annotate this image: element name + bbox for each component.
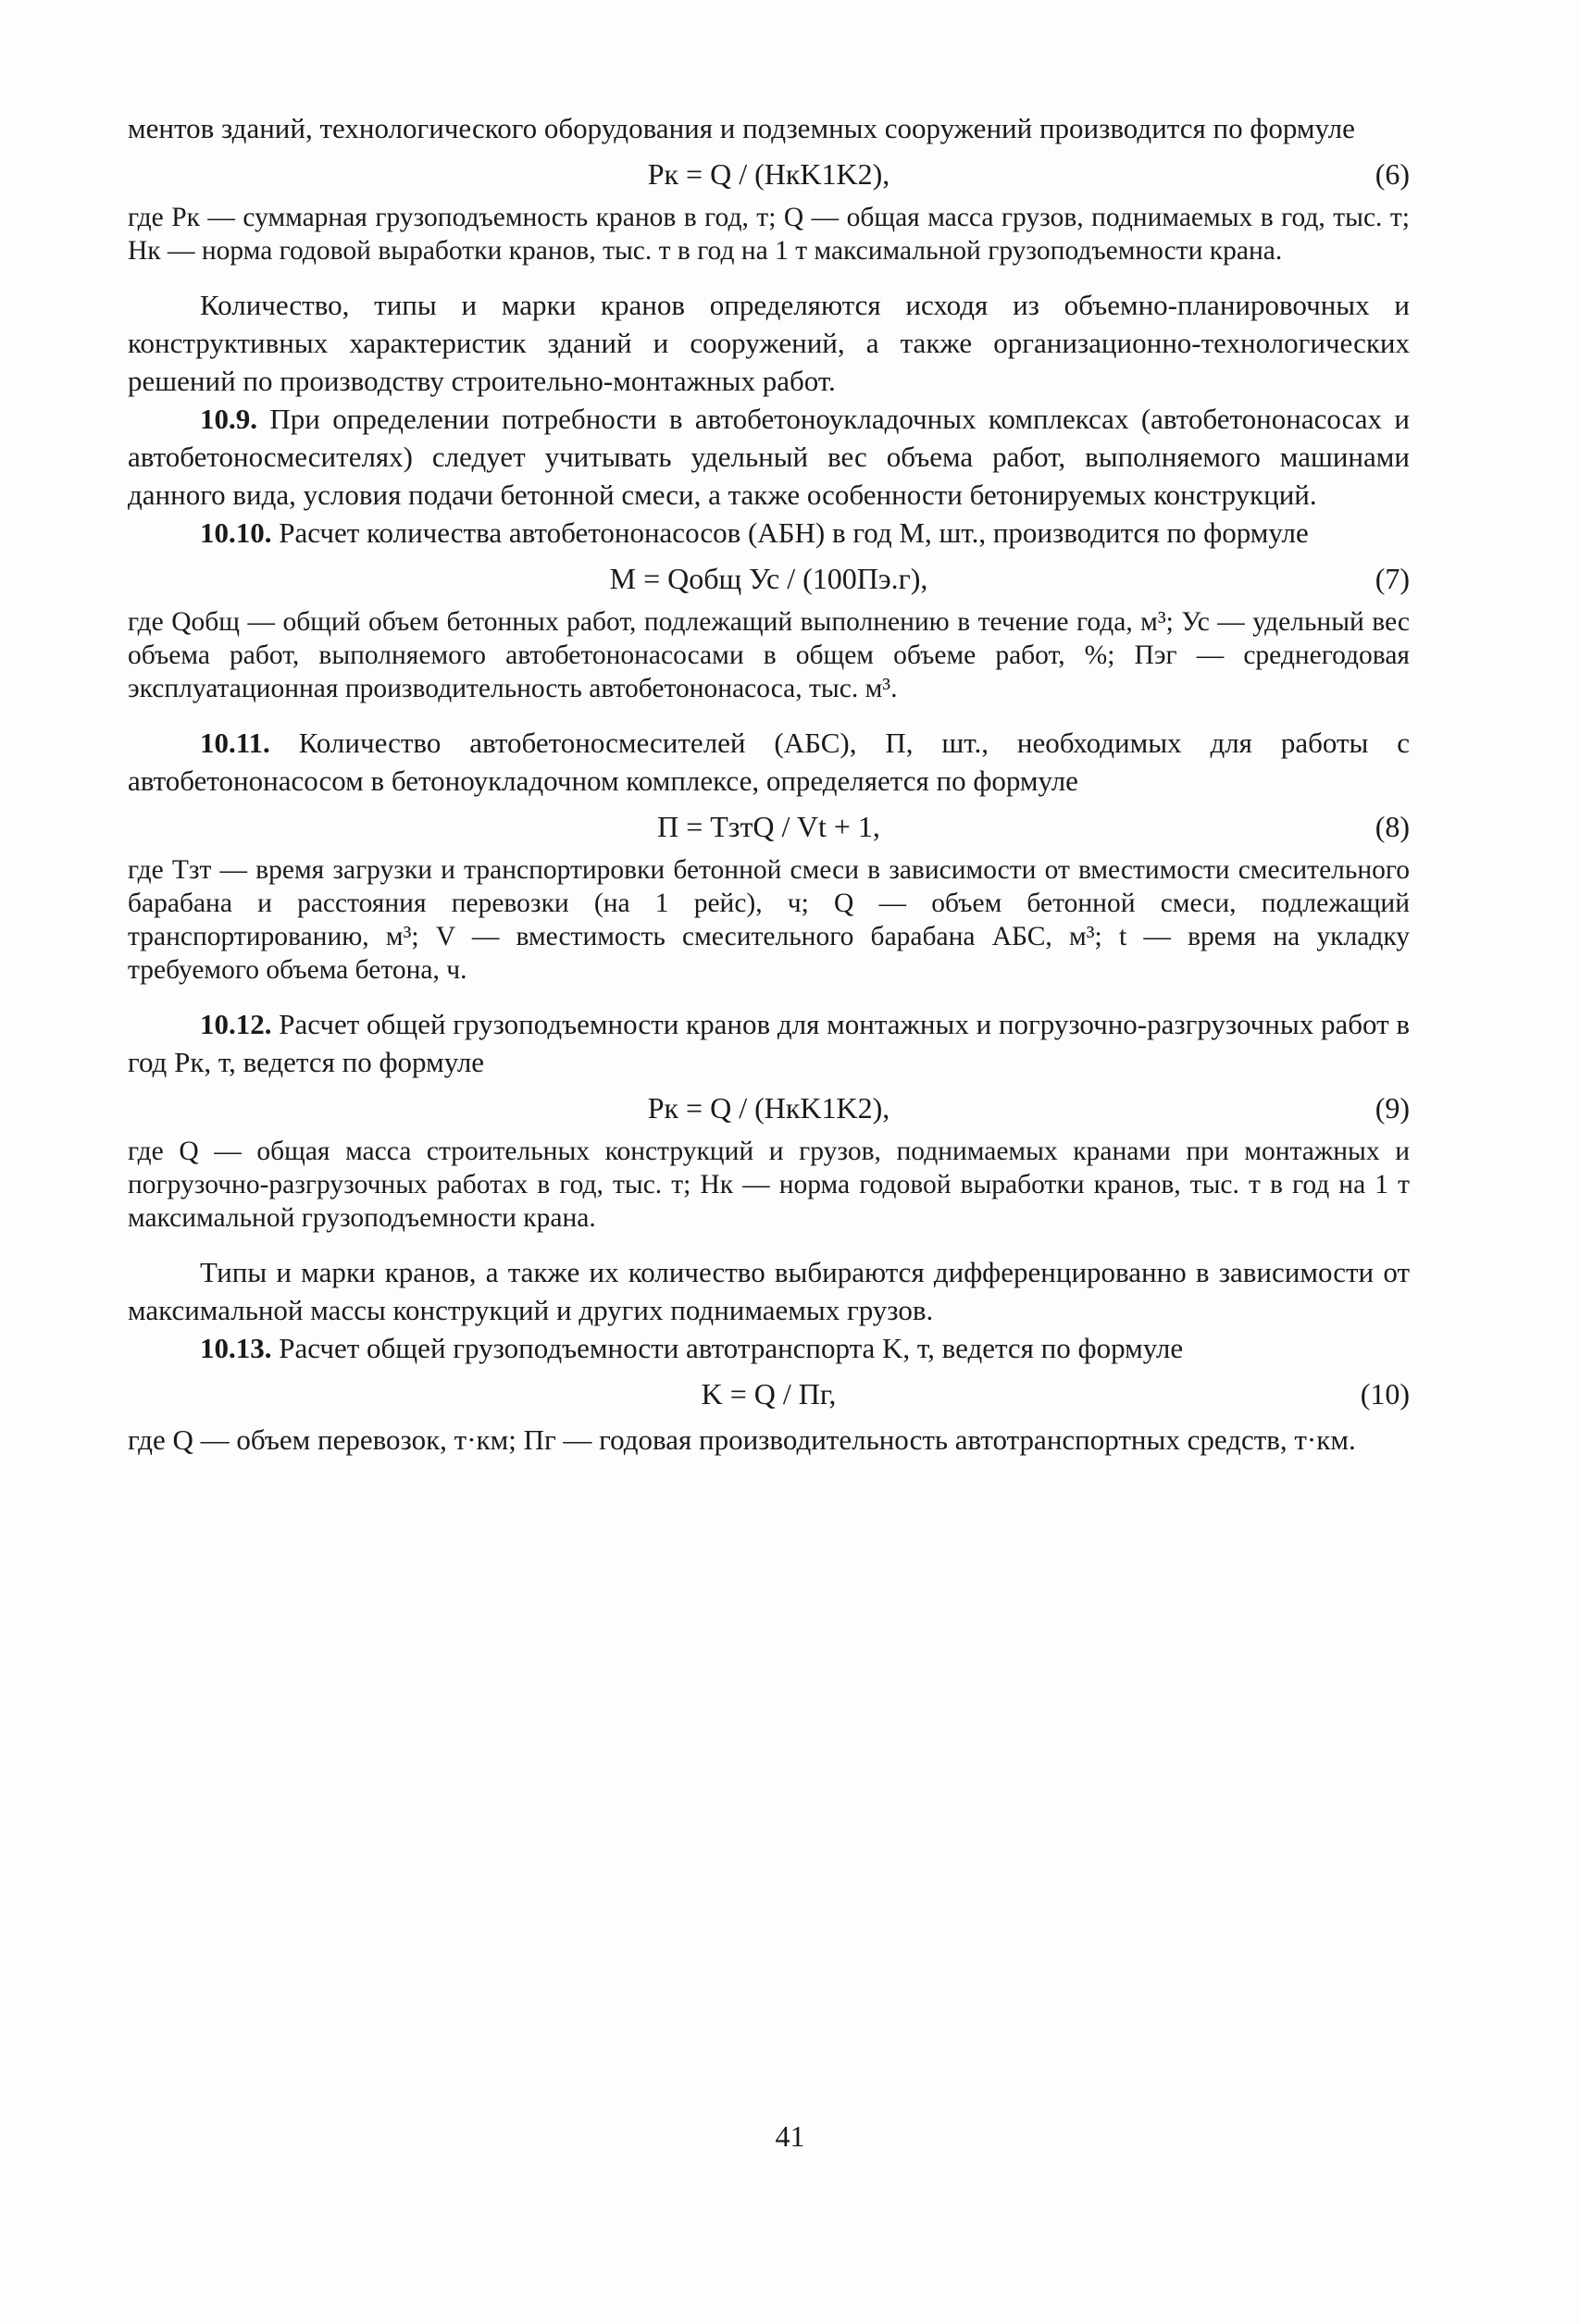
- formula-10-number: (10): [1360, 1377, 1410, 1411]
- paragraph-10-12: [128, 1005, 1410, 1081]
- clause-number: 10.10.: [200, 516, 272, 549]
- paragraph-crane-selection: Типы и марки кранов, а также их количество выбираются дифференцированно в зависимости от максимальной массы конструкций и других поднимаемых грузов.: [128, 1256, 1410, 1326]
- paragraph-10-10: [128, 514, 1410, 552]
- page-number: 41: [775, 2119, 805, 2153]
- formula-8-legend: где Tзт — время загрузки и транспортировки бетонной смеси в зависимости от вместимости смесительного барабана и расстояния перевозки (на 1 рейс), ч; Q — объем бетонной смеси, подлежащий транспортированию, м³; V — вместимость смесительного барабана АБС, м³; t — время на укладку требуемого объема бетона, ч.: [128, 855, 1410, 985]
- clause-number: 10.12.: [200, 1008, 272, 1040]
- clause-text: Расчет общей грузоподъемности кранов для монтажных и погрузочно-разгрузочных работ в год Pк, т, ведется по формуле: [128, 1008, 1411, 1078]
- formula-7: [128, 552, 1410, 605]
- document-page: [128, 109, 1410, 1459]
- paragraph-10-11: [128, 724, 1410, 800]
- formula-8-expression: П = TзтQ / Vt + 1,: [657, 810, 880, 843]
- formula-6-legend: где Pк — суммарная грузоподъемность кранов в год, т; Q — общая масса грузов, поднимаемых в год, тыс. т; Hк — норма годовой выработки кранов, тыс. т в год на 1 т максимальной грузоподъемности крана.: [128, 203, 1410, 266]
- formula-9: [128, 1081, 1410, 1135]
- formula-6-number: (6): [1375, 157, 1410, 191]
- formula-9-legend: где Q — общая масса строительных конструкций и грузов, поднимаемых кранами при монтажных и погрузочно-разгрузочных работах в год, тыс. т; Hк — норма годовой выработки кранов, тыс. т в год на 1 т максимальной грузоподъемности крана.: [128, 1137, 1410, 1233]
- clause-number: 10.9.: [200, 403, 257, 435]
- paragraph-crane-types: Количество, типы и марки кранов определяются исходя из объемно-планировочных и конструктивных характеристик зданий и сооружений, а также организационно-технологических решений по производству строительно-монтажных работ.: [128, 289, 1410, 397]
- formula-9-number: (9): [1375, 1091, 1410, 1125]
- paragraph-10-9: [128, 400, 1410, 514]
- formula-10-expression: K = Q / Пг,: [701, 1377, 837, 1411]
- formula-10: [128, 1367, 1410, 1421]
- paragraph-continuation: ментов зданий, технологического оборудования и подземных сооружений производится по формуле: [128, 112, 1355, 144]
- paragraph-10-13: [128, 1329, 1410, 1367]
- formula-8-number: (8): [1375, 810, 1410, 843]
- formula-6: [128, 147, 1410, 201]
- clause-number: 10.11.: [200, 727, 270, 759]
- formula-10-legend: где Q — объем перевозок, т·км; Пг — годовая производительность автотранспортных средств, т·км.: [128, 1423, 1356, 1456]
- clause-number: 10.13.: [200, 1332, 272, 1364]
- formula-6-expression: Pк = Q / (HкK1K2),: [647, 157, 890, 191]
- formula-7-expression: M = Qобщ Ус / (100Пэ.г),: [609, 562, 928, 595]
- clause-text: Количество автобетоносмесителей (АБС), П, шт., необходимых для работы с автобетононасосом в бетоноукладочном комплексе, определяется по формуле: [128, 727, 1410, 797]
- clause-text: Расчет общей грузоподъемности автотранспорта K, т, ведется по формуле: [279, 1332, 1184, 1364]
- formula-7-legend: где Qобщ — общий объем бетонных работ, подлежащий выполнению в течение года, м³; Ус — удельный вес объема работ, выполняемого автобетононасосами в общем объеме работ, %; Пэг — среднегодовая эксплуатационная производительность автобетононасоса, тыс. м³.: [128, 607, 1410, 703]
- clause-text: Расчет количества автобетононасосов (АБН) в год M, шт., производится по формуле: [279, 516, 1309, 549]
- clause-text: При определении потребности в автобетоноукладочных комплексах (автобетононасосах и автобетоносмесителях) следует учитывать удельный вес объема работ, выполняемого машинами данного вида, условия подачи бетонной смеси, а также особенности бетонируемых конструкций.: [128, 403, 1410, 511]
- formula-9-expression: Pк = Q / (HкK1K2),: [647, 1091, 890, 1125]
- formula-8: [128, 800, 1410, 853]
- formula-7-number: (7): [1375, 562, 1410, 595]
